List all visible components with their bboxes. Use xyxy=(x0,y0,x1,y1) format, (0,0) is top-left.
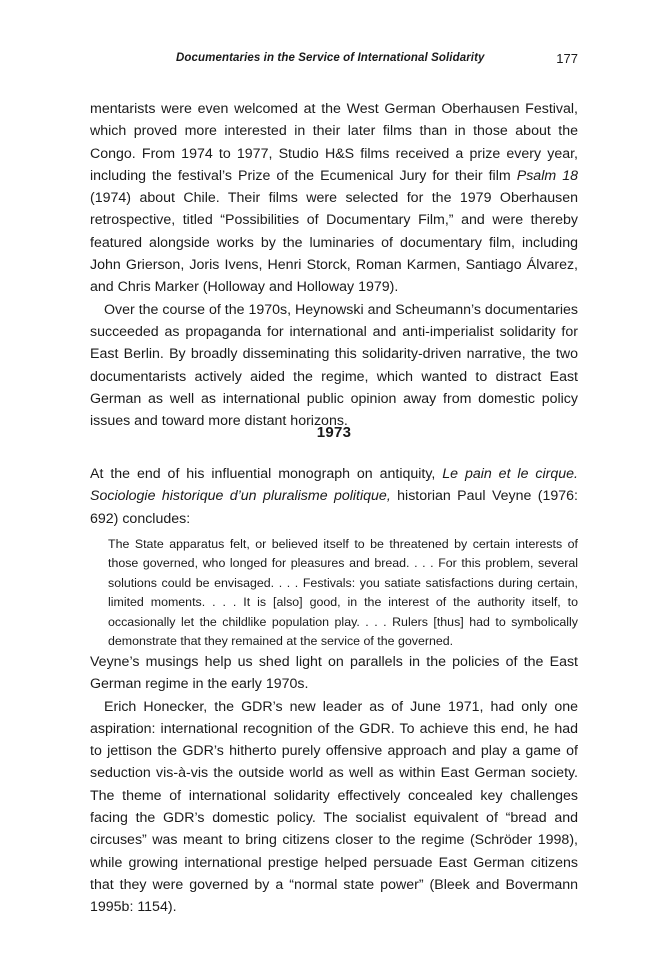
text-block-top xyxy=(90,98,578,432)
film-title: Psalm 18 xyxy=(516,167,579,184)
running-header xyxy=(90,52,578,70)
paragraph-text: At the end of his influential monograph on antiquity, xyxy=(90,466,443,482)
book-title: Le pain et le cirque. Sociologie historique d’un pluralisme politique, xyxy=(90,466,578,505)
paragraph: Veyne’s musings help us shed light on parallels in the policies of the East German regime in the early 1970s. xyxy=(90,654,578,693)
quote-text: The State apparatus felt, or believed itself to be threatened by certain interests of those governed, who longed for pleasures and bread. . . . For this problem, several solutions could be envisaged. . . . Festivals: you satiate satisfactions during certain, limited moments. . . . It is [also] good, in the interest of the authority itself, to occasionally let the childlike population play. . . . Rulers [thus] had to symbolically demonstrate that they remained at the service of the governed. xyxy=(108,537,578,649)
paragraph-text: (1974) about Chile. Their films were selected for the 1979 Oberhausen retrospective, titled “Possibilities of Documentary Film,” and were thereby featured alongside works by the luminaries of documentary film, including John Grierson, Joris Ivens, Henri Storck, Roman Karmen, Santiago Álvarez, and Chris Marker (Holloway and Holloway 1979). xyxy=(90,190,578,296)
paragraph xyxy=(90,463,578,530)
paragraph-text: mentarists were even welcomed at the West German Oberhausen Festival, which proved more interested in their later films than in those about the Congo. From 1974 to 1977, Studio H&S films received a prize every year, including the festival’s Prize of the Ecumenical Jury for their film xyxy=(90,101,578,184)
section-heading: 1973 xyxy=(316,424,352,441)
block-quote xyxy=(108,535,578,651)
paragraph-text: historian Paul Veyne (1976: 692) concludes: xyxy=(90,488,578,527)
text-block-bottom xyxy=(90,651,578,919)
text-block-intro xyxy=(90,463,578,530)
paragraph: Over the course of the 1970s, Heynowski and Scheumann’s documentaries succeeded as propaganda for international and anti-imperialist solidarity for East Berlin. By broadly disseminating this solidarity-driven narrative, the two documentarists actively aided the regime, which wanted to distract East German as well as international public opinion away from domestic policy issues and toward more distant horizons. xyxy=(90,301,578,430)
running-title: Documentaries in the Service of International Solidarity xyxy=(176,52,485,64)
paragraph xyxy=(90,98,578,299)
page-number: 177 xyxy=(556,51,578,66)
paragraph: Erich Honecker, the GDR’s new leader as of June 1971, had only one aspiration: international recognition of the GDR. To achieve this end, he had to jettison the GDR’s hitherto purely offensive approach and play a game of seduction vis-à-vis the outside world as well as within East German society. The theme of international solidarity effectively concealed key challenges facing the GDR’s domestic policy. The socialist equivalent of “bread and circuses” was meant to bring citizens closer to the regime (Schröder 1998), while growing international prestige helped persuade East German citizens that they were governed by a “normal state power” (Bleek and Bovermann 1995b: 1154). xyxy=(90,698,578,916)
